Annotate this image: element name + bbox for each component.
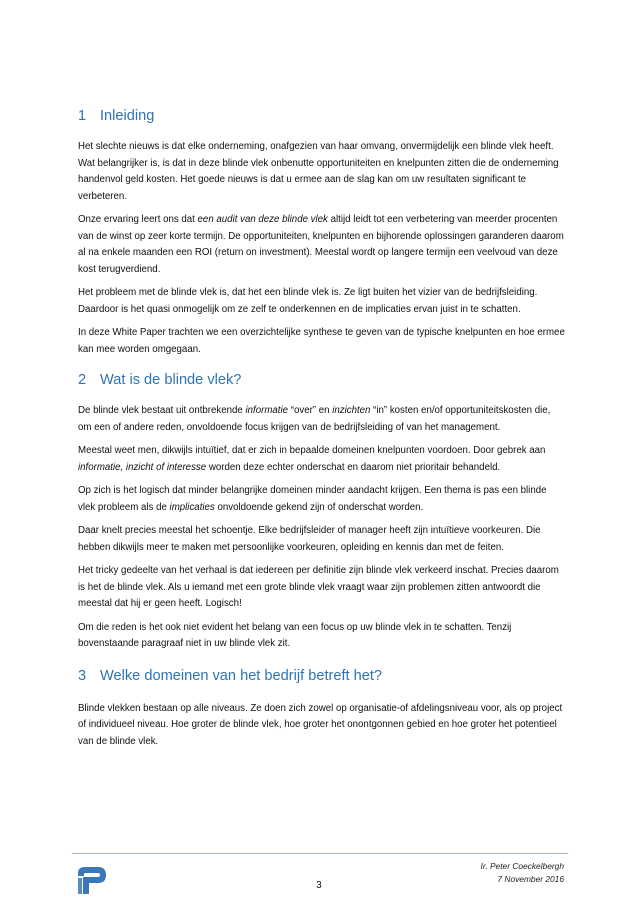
text-run: Onze ervaring leert ons dat	[78, 214, 198, 225]
text-run: Daar knelt precies meestal het schoentje. Elke bedrijfsleider of manager heeft zijn intuïtieve voorkeuren. Die hebben dikwijls meer te maken met persoonlijke voorkeuren, opleiding en kennis dan met de feiten.	[78, 525, 541, 553]
section-heading-1	[78, 104, 566, 128]
section-title: Inleiding	[100, 108, 155, 124]
emphasis-text: implicaties	[169, 501, 215, 513]
text-run: worden deze echter onderschat en daarom niet prioritair behandeld.	[206, 461, 501, 473]
paragraph	[78, 403, 566, 436]
text-run: Het tricky gedeelte van het verhaal is dat iedereen per definitie zijn blinde vlek verkeerd inschat. Precies daarom is het de blinde vlek. Als u iemand met een grote blinde vlek vraagt waar zijn problemen zitten antwoordt die meestal dat hij er geen heeft. Logisch!	[78, 565, 559, 609]
author-name: Ir. Peter Coeckelbergh	[480, 861, 564, 871]
paragraph	[78, 285, 566, 318]
text-run: “over” en	[288, 405, 333, 416]
emphasis-text: informatie, inzicht of interesse	[78, 461, 207, 473]
page-number: 3	[316, 880, 322, 891]
paragraph	[78, 620, 566, 653]
text-run: altijd leidt tot een verbetering van meerder procenten van de winst op zeer korte termijn. De opportuniteiten, knelpunten en bijhorende oplossingen garanderen daarom al na enkele maanden een ROI (return on investment). Meestal wordt op langere termijn een veelvoud van deze kost terugverdiend.	[78, 214, 564, 275]
paragraph	[78, 139, 566, 205]
page-content	[78, 104, 566, 757]
section-heading-2	[78, 368, 566, 392]
paragraph	[78, 443, 566, 476]
paragraph	[78, 523, 566, 556]
emphasis-text: informatie	[245, 405, 289, 416]
footer-divider	[72, 853, 568, 854]
section-number: 1	[78, 108, 87, 124]
paragraph	[78, 483, 566, 516]
text-run: “in” kosten en/of opportuniteitskosten die, om een of andere reden, onvoldoende focus krijgen van de bedrijfsleiding of van het management.	[78, 405, 551, 433]
document-date: 7 November 2016	[497, 873, 564, 884]
text-run: In deze White Paper trachten we een overzichtelijke synthese te geven van de typische knelpunten en hoe ermee kan mee worden omgegaan.	[78, 327, 565, 355]
text-run: Om die reden is het ook niet evident het belang van een focus op uw blinde vlek in te schatten. Tenzij bovenstaande paragraaf niet in uw blinde vlek zit.	[78, 621, 512, 649]
text-run: onvoldoende gekend zijn of onderschat worden.	[214, 501, 424, 513]
text-run: De blinde vlek bestaat uit ontbrekende	[78, 405, 246, 416]
section-heading-3	[78, 664, 566, 688]
text-run: Het slechte nieuws is dat elke onderneming, onafgezien van haar omvang, onvermijdelijk een blinde vlek heeft. Wat belangrijker is, is dat in deze blinde vlek onbenutte opportuniteiten en knelpunten zitten die de onderneming handenvol geld kosten. Het goede nieuws is dat u ermee aan de slag kan om uw resultaten significant te verbeteren.	[78, 141, 559, 202]
emphasis-text: inzichten	[332, 405, 371, 416]
section-title: Wat is de blinde vlek?	[100, 372, 242, 388]
text-run: Meestal weet men, dikwijls intuïtief, dat er zich in bepaalde domeinen knelpunten voordoen. Door gebrek aan	[78, 445, 546, 456]
paragraph	[78, 563, 566, 613]
paragraph	[78, 325, 566, 358]
paragraph	[78, 701, 566, 751]
section-number: 2	[78, 372, 87, 388]
text-run: Blinde vlekken bestaan op alle niveaus. Ze doen zich zowel op organisatie-of afdelingsniveau voor, als op project of individueel niveau. Hoe groter de blinde vlek, hoe groter het onontgonnen gebied en hoe groter het potentieel van de blinde vlek.	[78, 702, 563, 747]
paragraph	[78, 212, 566, 278]
emphasis-text: een audit van deze blinde vlek	[197, 214, 328, 225]
section-title: Welke domeinen van het bedrijf betreft het?	[100, 667, 383, 684]
text-run: Het probleem met de blinde vlek is, dat het een blinde vlek is. Ze ligt buiten het vizier van de bedrijfsleiding. Daardoor is het quasi onmogelijk om ze zelf te onderkennen en de implicaties ervan juist in te schatten.	[78, 287, 538, 315]
text-run: Op zich is het logisch dat minder belangrijke domeinen minder aandacht krijgen. Een thema is pas een blinde vlek probleem als de	[78, 485, 547, 513]
section-number: 3	[78, 667, 87, 684]
